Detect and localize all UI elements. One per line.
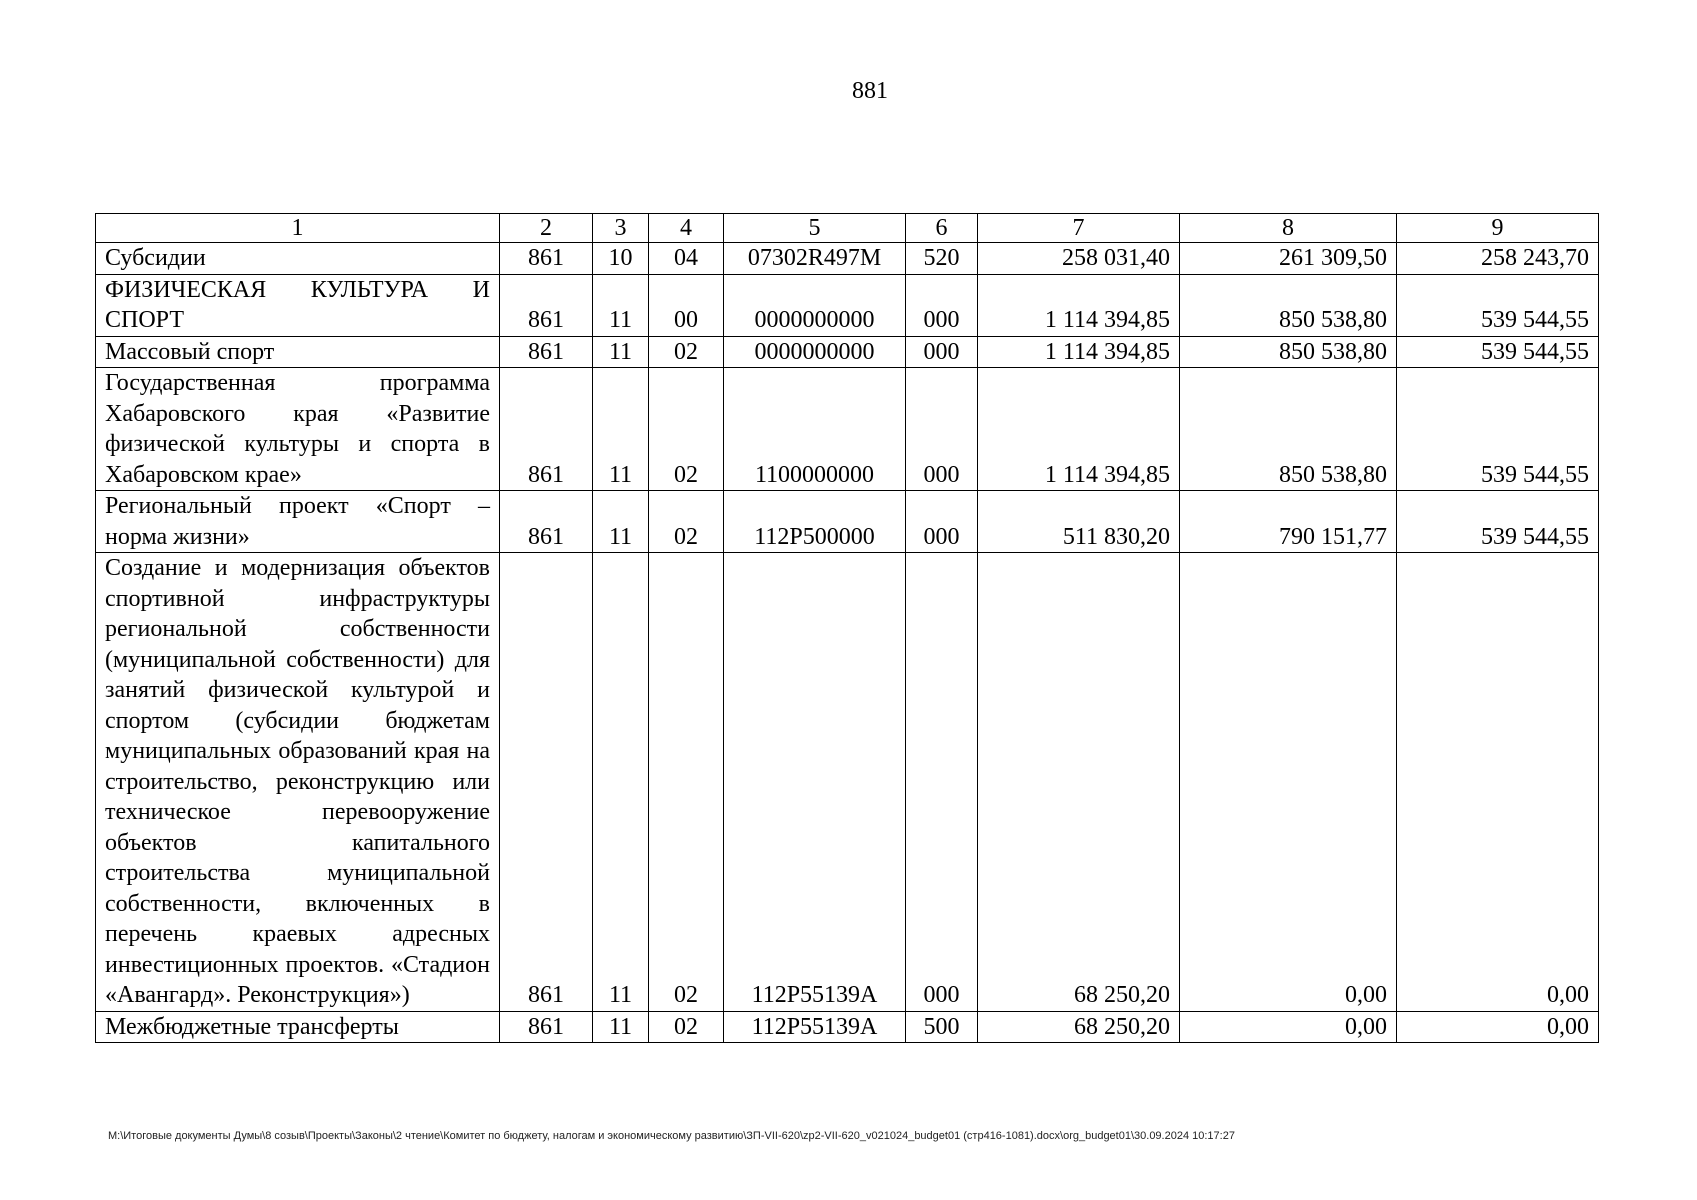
column-header: 3 [593, 214, 649, 243]
subsection-cell: 02 [649, 368, 724, 491]
column-header: 2 [500, 214, 593, 243]
row-name-cell: ФИЗИЧЕСКАЯ КУЛЬТУРА И СПОРТ [96, 274, 500, 336]
amount-col8-cell: 0,00 [1180, 1011, 1397, 1043]
subsection-cell: 00 [649, 274, 724, 336]
section-cell: 11 [593, 274, 649, 336]
target-article-cell: 0000000000 [724, 274, 906, 336]
table-row [96, 368, 1599, 491]
amount-col7-cell: 68 250,20 [978, 553, 1180, 1012]
row-name-cell: Создание и модернизация объектов спортивной инфраструктуры региональной собственности (муниципальной собственности) для занятий физической культурой и спортом (субсидии бюджетам муниципальных образований края на строительство, реконструкцию или техническое перевооружение объектов капитального строительства муниципальной собственности, включенных в перечень краевых адресных инвестиционных проектов. «Стадион «Авангард». Реконструкция») [96, 553, 500, 1012]
amount-col9-cell: 0,00 [1397, 1011, 1599, 1043]
section-cell: 11 [593, 336, 649, 368]
amount-col8-cell: 0,00 [1180, 553, 1397, 1012]
table-row [96, 1011, 1599, 1043]
column-header: 4 [649, 214, 724, 243]
admin-code-cell: 861 [500, 336, 593, 368]
amount-col7-cell: 1 114 394,85 [978, 336, 1180, 368]
subsection-cell: 02 [649, 336, 724, 368]
table-row [96, 553, 1599, 1012]
amount-col9-cell: 0,00 [1397, 553, 1599, 1012]
expense-type-cell: 000 [906, 336, 978, 368]
admin-code-cell: 861 [500, 553, 593, 1012]
section-cell: 11 [593, 553, 649, 1012]
target-article-cell: 112P55139A [724, 553, 906, 1012]
target-article-cell: 1100000000 [724, 368, 906, 491]
column-header: 1 [96, 214, 500, 243]
target-article-cell: 112P55139A [724, 1011, 906, 1043]
table-row [96, 243, 1599, 275]
amount-col9-cell: 539 544,55 [1397, 336, 1599, 368]
admin-code-cell: 861 [500, 368, 593, 491]
table-row [96, 491, 1599, 553]
row-name-cell: Государственная программа Хабаровского края «Развитие физической культуры и спорта в Хабаровском крае» [96, 368, 500, 491]
column-header: 5 [724, 214, 906, 243]
column-header: 6 [906, 214, 978, 243]
expense-type-cell: 500 [906, 1011, 978, 1043]
column-header: 7 [978, 214, 1180, 243]
amount-col7-cell: 258 031,40 [978, 243, 1180, 275]
amount-col7-cell: 511 830,20 [978, 491, 1180, 553]
amount-col9-cell: 539 544,55 [1397, 491, 1599, 553]
expense-type-cell: 000 [906, 274, 978, 336]
admin-code-cell: 861 [500, 1011, 593, 1043]
target-article-cell: 07302R497M [724, 243, 906, 275]
amount-col8-cell: 850 538,80 [1180, 336, 1397, 368]
amount-col9-cell: 258 243,70 [1397, 243, 1599, 275]
row-name-cell: Региональный проект «Спорт – норма жизни» [96, 491, 500, 553]
row-name-cell: Массовый спорт [96, 336, 500, 368]
expense-type-cell: 520 [906, 243, 978, 275]
subsection-cell: 02 [649, 553, 724, 1012]
amount-col7-cell: 68 250,20 [978, 1011, 1180, 1043]
budget-table [95, 213, 1599, 1043]
amount-col8-cell: 790 151,77 [1180, 491, 1397, 553]
column-header: 9 [1397, 214, 1599, 243]
expense-type-cell: 000 [906, 368, 978, 491]
amount-col9-cell: 539 544,55 [1397, 368, 1599, 491]
document-file-path-footer: M:\Итоговые документы Думы\8 созыв\Проекты\Законы\2 чтение\Комитет по бюджету, налогам и экономическому развитию\ЗП-VII-620\zp2-VII-620_v021024_budget01 (стр416-1081).docx\org_budget01\30.09.2024 10:17:27 [108, 1130, 1235, 1142]
amount-col7-cell: 1 114 394,85 [978, 274, 1180, 336]
target-article-cell: 0000000000 [724, 336, 906, 368]
subsection-cell: 02 [649, 491, 724, 553]
amount-col8-cell: 261 309,50 [1180, 243, 1397, 275]
amount-col8-cell: 850 538,80 [1180, 368, 1397, 491]
amount-col8-cell: 850 538,80 [1180, 274, 1397, 336]
table-row [96, 274, 1599, 336]
section-cell: 11 [593, 491, 649, 553]
row-name-cell: Субсидии [96, 243, 500, 275]
row-name-cell: Межбюджетные трансферты [96, 1011, 500, 1043]
amount-col9-cell: 539 544,55 [1397, 274, 1599, 336]
subsection-cell: 04 [649, 243, 724, 275]
expense-type-cell: 000 [906, 491, 978, 553]
amount-col7-cell: 1 114 394,85 [978, 368, 1180, 491]
budget-table-container [95, 213, 1599, 1043]
page-number: 881 [852, 78, 888, 104]
admin-code-cell: 861 [500, 274, 593, 336]
section-cell: 11 [593, 1011, 649, 1043]
target-article-cell: 112P500000 [724, 491, 906, 553]
column-header: 8 [1180, 214, 1397, 243]
subsection-cell: 02 [649, 1011, 724, 1043]
admin-code-cell: 861 [500, 243, 593, 275]
column-number-header-row [96, 214, 1599, 243]
expense-type-cell: 000 [906, 553, 978, 1012]
section-cell: 11 [593, 368, 649, 491]
section-cell: 10 [593, 243, 649, 275]
admin-code-cell: 861 [500, 491, 593, 553]
table-row [96, 336, 1599, 368]
